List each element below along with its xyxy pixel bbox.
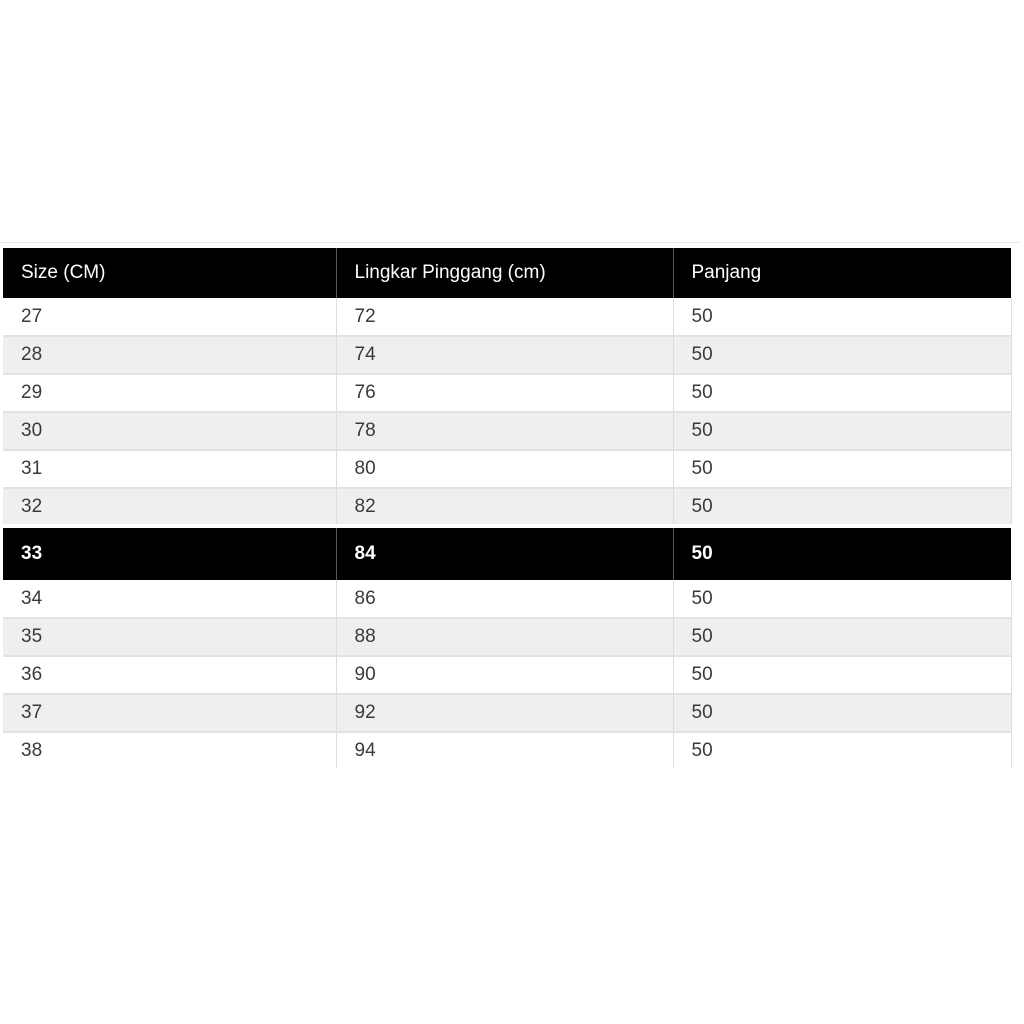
cell-length: 50 bbox=[673, 336, 1011, 374]
cell-size: 37 bbox=[3, 694, 336, 732]
cell-length: 50 bbox=[673, 656, 1011, 694]
table-row bbox=[3, 336, 1011, 374]
cell-waist: 86 bbox=[336, 580, 673, 618]
cell-size: 35 bbox=[3, 618, 336, 656]
cell-size: 27 bbox=[3, 298, 336, 336]
header-length: Panjang bbox=[673, 248, 1011, 298]
cell-size: 33 bbox=[3, 526, 336, 580]
cell-size: 31 bbox=[3, 450, 336, 488]
cell-size: 38 bbox=[3, 732, 336, 768]
cell-length: 50 bbox=[673, 450, 1011, 488]
cell-length: 50 bbox=[673, 694, 1011, 732]
cell-waist: 84 bbox=[336, 526, 673, 580]
cell-waist: 80 bbox=[336, 450, 673, 488]
table-row bbox=[3, 412, 1011, 450]
cell-waist: 94 bbox=[336, 732, 673, 768]
cell-size: 36 bbox=[3, 656, 336, 694]
cell-length: 50 bbox=[673, 732, 1011, 768]
cell-size: 32 bbox=[3, 488, 336, 526]
table-row bbox=[3, 618, 1011, 656]
header-size: Size (CM) bbox=[3, 248, 336, 298]
header-waist: Lingkar Pinggang (cm) bbox=[336, 248, 673, 298]
cell-waist: 76 bbox=[336, 374, 673, 412]
cell-waist: 88 bbox=[336, 618, 673, 656]
table-row-highlighted bbox=[3, 526, 1011, 580]
cell-size: 29 bbox=[3, 374, 336, 412]
table-row bbox=[3, 488, 1011, 526]
size-chart-table bbox=[3, 248, 1012, 768]
cell-length: 50 bbox=[673, 488, 1011, 526]
table-row bbox=[3, 694, 1011, 732]
cell-length: 50 bbox=[673, 412, 1011, 450]
cell-length: 50 bbox=[673, 618, 1011, 656]
cell-waist: 72 bbox=[336, 298, 673, 336]
cell-size: 34 bbox=[3, 580, 336, 618]
cell-waist: 74 bbox=[336, 336, 673, 374]
table-row bbox=[3, 450, 1011, 488]
cell-length: 50 bbox=[673, 374, 1011, 412]
cell-waist: 92 bbox=[336, 694, 673, 732]
cell-length: 50 bbox=[673, 298, 1011, 336]
table-row bbox=[3, 374, 1011, 412]
cell-waist: 82 bbox=[336, 488, 673, 526]
cell-waist: 90 bbox=[336, 656, 673, 694]
top-divider bbox=[0, 242, 1020, 243]
table-row bbox=[3, 732, 1011, 768]
table-row bbox=[3, 656, 1011, 694]
cell-size: 30 bbox=[3, 412, 336, 450]
cell-length: 50 bbox=[673, 580, 1011, 618]
table-row bbox=[3, 298, 1011, 336]
table-header-row bbox=[3, 248, 1011, 298]
cell-size: 28 bbox=[3, 336, 336, 374]
cell-waist: 78 bbox=[336, 412, 673, 450]
cell-length: 50 bbox=[673, 526, 1011, 580]
table-row bbox=[3, 580, 1011, 618]
